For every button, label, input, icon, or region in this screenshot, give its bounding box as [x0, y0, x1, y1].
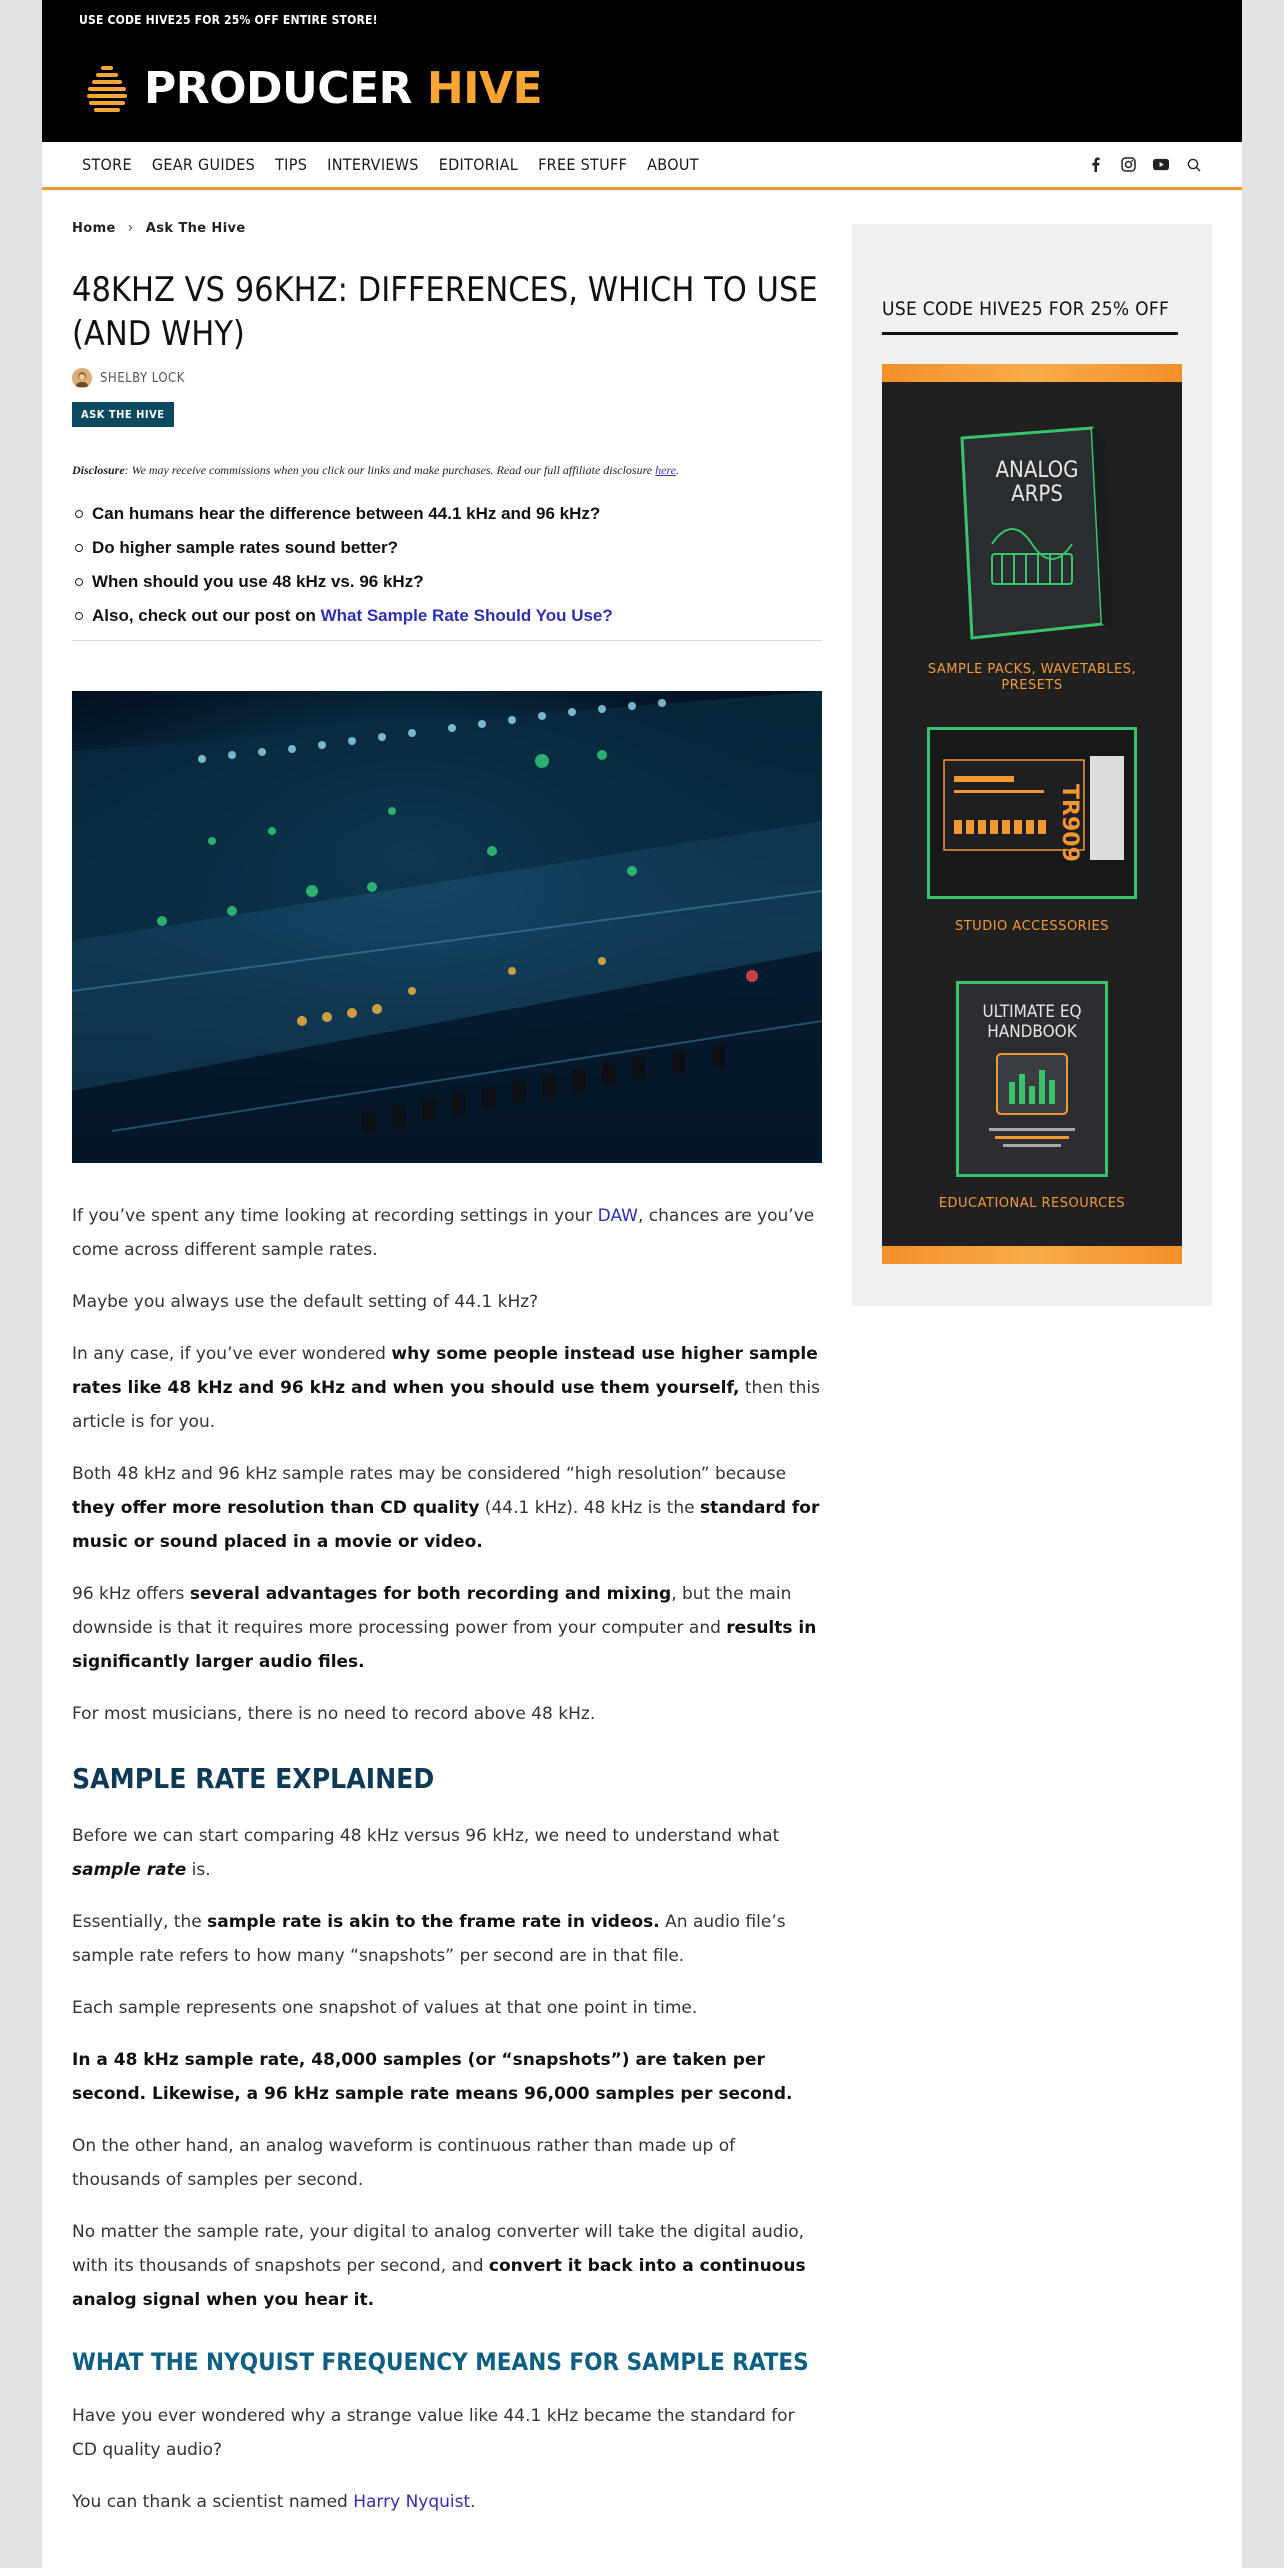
hive-logo-icon — [82, 63, 132, 113]
ad-caption-sample-packs — [882, 662, 1182, 694]
text-span: In any case, if you’ve ever wondered — [72, 1344, 392, 1364]
subsection-heading: WHAT THE NYQUIST FREQUENCY MEANS FOR SAMPLE RATES — [72, 2348, 809, 2376]
summary-last-prefix: Also, check out our post on — [92, 606, 321, 625]
bold-text: results in significantly larger audio files. — [72, 1618, 817, 1672]
text-span: If you’ve spent any time looking at recording settings in your — [72, 1206, 598, 1226]
author-meta — [72, 368, 822, 388]
nav-item-free-stuff[interactable]: FREE STUFF — [538, 155, 628, 174]
text-span: Essentially, the — [72, 1912, 208, 1932]
nav-item-about[interactable]: ABOUT — [647, 155, 699, 174]
nav-menu — [82, 142, 719, 187]
disclosure-text: : We may receive commissions when you click our links and make purchases. Read our full affiliate disclosure — [124, 463, 656, 477]
harry-nyquist-link[interactable]: Harry Nyquist. — [353, 2492, 476, 2512]
breadcrumb-home[interactable]: Home — [72, 220, 116, 236]
store-ad-banner[interactable] — [882, 364, 1182, 1264]
paragraph: Maybe you always use the default setting of 44.1 kHz? — [72, 1292, 539, 1312]
section-heading: SAMPLE RATE EXPLAINED — [72, 1762, 435, 1795]
article-content — [72, 220, 822, 2519]
main-nav — [42, 142, 1242, 190]
paragraph — [72, 1577, 822, 1679]
paragraph: Have you ever wondered why a strange value like 44.1 kHz became the standard for CD quality audio? — [72, 2406, 795, 2460]
disclosure-end: . — [676, 463, 680, 477]
bold-text: several advantages for both recording and mixing — [189, 1584, 672, 1604]
logo-text — [144, 63, 542, 114]
text-span: , chances are you’ve come across different sample rates. — [72, 1206, 815, 1260]
product1-title — [977, 459, 1097, 507]
ad-caption-educational-resources: EDUCATIONAL RESOURCES — [938, 1196, 1126, 1211]
sidebar — [852, 224, 1212, 1306]
paragraph — [72, 1457, 822, 1559]
disclosure-link[interactable]: here — [655, 463, 677, 477]
social-icons — [1070, 142, 1202, 187]
eq-handbook-product-image — [956, 981, 1108, 1177]
text-span: , but the main downside is that it requires more processing power from your computer and — [72, 1584, 792, 1638]
bold-text: they offer more resolution than CD quality — [72, 1498, 480, 1518]
paragraph: For most musicians, there is no need to record above 48 kHz. — [72, 1704, 596, 1724]
list-item: Can humans hear the difference between 44.1 kHz and 96 kHz? — [72, 504, 822, 538]
text-span: You can thank a scientist named — [72, 2492, 354, 2512]
product3-line2: HANDBOOK — [987, 1022, 1077, 1042]
text-span: No matter the sample rate, your digital to analog converter will take the digital audio, with its thousands of snapshots per second, and — [72, 2222, 805, 2276]
text-span: An audio file’s sample rate refers to how many “snapshots” per second are in that file. — [72, 1912, 786, 1966]
breadcrumb — [72, 220, 822, 236]
hero-image-mixing-console — [72, 691, 822, 1163]
paragraph — [72, 1819, 822, 1887]
sample-rate-post-link[interactable]: What Sample Rate Should You Use? — [320, 606, 613, 625]
nav-item-gear-guides[interactable]: GEAR GUIDES — [151, 155, 256, 174]
sidebar-title: USE CODE HIVE25 FOR 25% OFF — [882, 298, 1170, 320]
text-span: 96 kHz offers — [72, 1584, 190, 1604]
product3-title — [959, 1002, 1105, 1042]
italic-term: sample rate — [72, 1860, 187, 1880]
paragraph — [72, 1337, 822, 1439]
bold-text: In a 48 kHz sample rate, 48,000 samples (or “snapshots”) are taken per second. Likewise, a 96 kHz sample rate means 96,000 samples per second. — [72, 2050, 793, 2104]
bold-text: sample rate is akin to the frame rate in videos. — [207, 1912, 660, 1932]
author-avatar[interactable] — [72, 368, 92, 388]
text-span: Both 48 kHz and 96 kHz sample rates may be considered “high resolution” because — [72, 1464, 787, 1484]
summary-list — [72, 504, 822, 640]
product1-line2: ARPS — [1011, 482, 1063, 507]
sidebar-title-underline — [882, 332, 1178, 335]
text-span: (44.1 kHz). 48 kHz is the — [479, 1498, 700, 1518]
article-title: 48KHZ VS 96KHZ: DIFFERENCES, WHICH TO USE (AND WHY) — [72, 270, 818, 354]
nav-item-tips[interactable]: TIPS — [275, 155, 308, 174]
chevron-right-icon: › — [127, 220, 134, 236]
facebook-icon[interactable] — [1087, 157, 1103, 173]
paragraph — [72, 1199, 822, 1267]
promo-banner[interactable]: USE CODE HIVE25 FOR 25% OFF ENTIRE STORE! — [79, 13, 378, 27]
site-header — [42, 0, 1242, 142]
paragraph — [72, 2043, 822, 2111]
text-span: is. — [186, 1860, 211, 1880]
nav-item-store[interactable]: STORE — [82, 155, 132, 174]
analog-arps-product-image — [952, 424, 1112, 644]
paragraph: On the other hand, an analog waveform is continuous rather than made up of thousands of samples per second. — [72, 2136, 736, 2190]
text-span: Before we can start comparing 48 kHz versus 96 kHz, we need to understand what — [72, 1826, 780, 1846]
nav-item-interviews[interactable]: INTERVIEWS — [327, 155, 419, 174]
paragraph — [72, 2485, 822, 2519]
logo-word-hive: HIVE — [426, 62, 543, 114]
list-item: When should you use 48 kHz vs. 96 kHz? — [72, 572, 822, 606]
site-logo[interactable] — [82, 62, 542, 114]
caption1-line2: PRESETS — [1001, 678, 1063, 693]
ad-caption-studio-accessories: STUDIO ACCESSORIES — [954, 919, 1110, 934]
youtube-icon[interactable] — [1153, 157, 1169, 173]
affiliate-disclosure — [72, 463, 822, 478]
author-name[interactable]: SHELBY LOCK — [100, 370, 185, 386]
daw-link[interactable]: DAW — [597, 1206, 638, 1226]
text-span: then this article is for you. — [72, 1378, 820, 1432]
divider — [72, 640, 822, 641]
breadcrumb-current[interactable]: Ask The Hive — [145, 220, 246, 236]
tr909-product-image — [927, 727, 1137, 899]
instagram-icon[interactable] — [1120, 157, 1136, 173]
disclosure-label: Disclosure — [72, 463, 125, 477]
paragraph — [72, 1905, 822, 1973]
bold-text: convert it back into a continuous analog signal when you hear it. — [72, 2256, 806, 2310]
list-item: Do higher sample rates sound better? — [72, 538, 822, 572]
logo-word-producer: PRODUCER — [144, 62, 413, 114]
bold-text: why some people instead use higher sample rates like 48 kHz and 96 kHz and when you should use them yourself, — [72, 1344, 818, 1398]
product1-line1: ANALOG — [995, 458, 1079, 483]
list-item — [72, 606, 822, 640]
nav-item-editorial[interactable]: EDITORIAL — [438, 155, 519, 174]
search-icon[interactable] — [1186, 157, 1202, 173]
paragraph: Each sample represents one snapshot of values at that one point in time. — [72, 1998, 698, 2018]
paragraph — [72, 2215, 822, 2317]
caption1-line1: SAMPLE PACKS, WAVETABLES, — [927, 662, 1137, 677]
product3-line1: ULTIMATE EQ — [982, 1002, 1082, 1022]
page — [42, 0, 1242, 2568]
ad-bottom-bar — [882, 1246, 1182, 1264]
ad-top-bar — [882, 364, 1182, 382]
category-tag[interactable]: ASK THE HIVE — [72, 402, 174, 427]
product2-title: TR909 — [1057, 784, 1082, 862]
bold-text: standard for music or sound placed in a movie or video. — [72, 1498, 820, 1552]
